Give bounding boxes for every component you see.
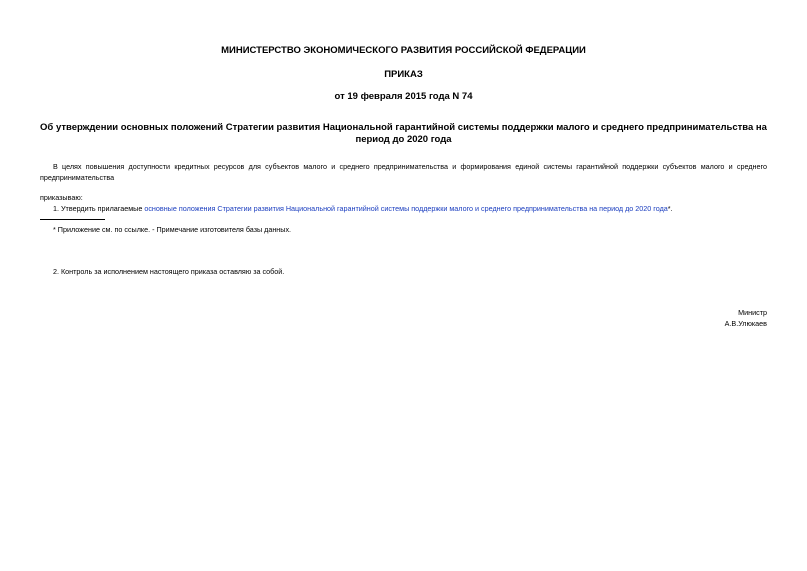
item-1-prefix: 1. Утвердить прилагаемые bbox=[53, 204, 145, 213]
footnote-divider bbox=[40, 219, 105, 220]
signatory-position: Министр bbox=[738, 308, 767, 317]
decree-word: приказываю: bbox=[40, 193, 83, 202]
strategy-link[interactable]: основные положения Стратегии развития Национальной гарантийной системы поддержки малого и среднего предпринимательства на период до 2020 года bbox=[144, 204, 668, 213]
footnote-text: * Приложение см. по ссылке. - Примечание изготовителя базы данных. bbox=[53, 225, 292, 234]
preamble-paragraph: В целях повышения доступности кредитных ресурсов для субъектов малого и среднего предпринимательства и формирования единой системы гарантийной поддержки субъектов малого и среднего предпринимательства bbox=[40, 162, 767, 182]
item-1-paragraph bbox=[53, 204, 767, 213]
item-2-paragraph: 2. Контроль за исполнением настоящего приказа оставляю за собой. bbox=[53, 267, 285, 276]
document-type: ПРИКАЗ bbox=[384, 69, 423, 80]
document-date-number: от 19 февраля 2015 года N 74 bbox=[334, 91, 473, 102]
signatory-name: А.В.Улюкаев bbox=[724, 319, 767, 328]
item-1-suffix: *. bbox=[667, 204, 673, 213]
document-title: Об утверждении основных положений Стратегии развития Национальной гарантийной системы поддержки малого и среднего предпринимательства на период до 2020 года bbox=[40, 122, 767, 145]
ministry-name: МИНИСТЕРСТВО ЭКОНОМИЧЕСКОГО РАЗВИТИЯ РОССИЙСКОЙ ФЕДЕРАЦИИ bbox=[221, 45, 586, 56]
